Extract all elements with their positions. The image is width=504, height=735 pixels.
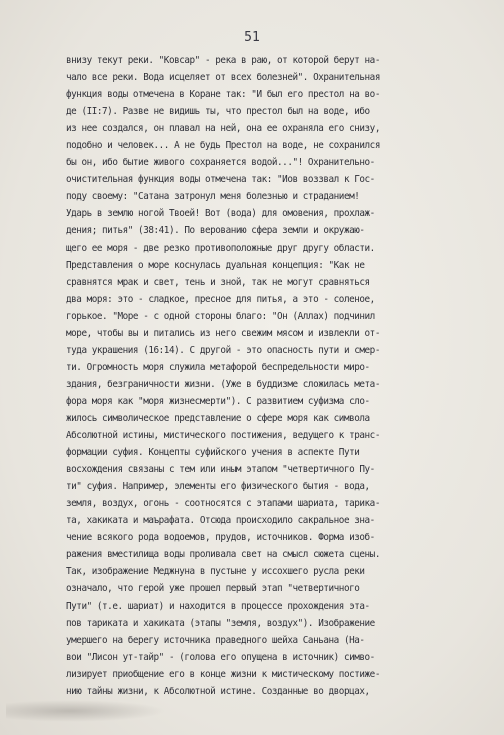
text-line: та, хакиката и маърафата. Отсюда происходило сакральное зна- xyxy=(66,515,375,527)
text-line: горькое. "Море - с одной стороны благо: "Он (Аллах) подчинил xyxy=(66,310,375,322)
text-line: пов тариката и хакиката (этапы "земля, воздух"). Изображение xyxy=(66,617,375,629)
text-line: фора моря как "моря жизнесмерти"). С развитием суфизма сло- xyxy=(66,395,370,407)
text-line: здания, безграничности жизни. (Уже в буддизме сложилась мета- xyxy=(66,378,380,390)
text-line: чало все реки. Вода исцеляет от всех болезней". Охранительная xyxy=(66,72,380,84)
text-line: два моря: это - сладкое, пресное для питья, а это - соленое, xyxy=(66,293,375,305)
text-line: лизирует приобщение его в конце жизни к мистическому постиже- xyxy=(66,668,380,680)
page-number: 51 xyxy=(244,30,260,45)
text-line: Пути" (т.е. шариат) и находится в процессе прохождения эта- xyxy=(66,600,370,612)
text-line: внизу текут реки. "Ковсар" - река в раю, от которой берут на- xyxy=(66,55,380,66)
text-line: туда украшения (16:14). С другой - это опасность пути и смер- xyxy=(66,344,380,356)
text-line: Представления о море коснулась дуальная концепция: "Как не xyxy=(66,259,365,271)
text-line: щего ее моря - две резко противоположные друг другу области. xyxy=(66,242,375,254)
text-line: жилось символическое представление о сфере моря как символа xyxy=(66,412,370,424)
text-line: чение всякого рода водоемов, прудов, источников. Форма изоб- xyxy=(66,532,375,544)
text-line: из нее создался, он плавал на ней, она ее охраняла его снизу, xyxy=(66,123,380,135)
text-line: Так, изображение Меджнуна в пустыне у иссохшего русла реки xyxy=(66,566,365,578)
text-line: де (II:7). Разве не видишь ты, что престол был на воде, ибо xyxy=(66,106,370,118)
text-line: море, чтобы вы и питались из него свежим мясом и извлекли от- xyxy=(66,327,380,339)
text-line: поду своему: "Сатана затронул меня болезнью и страданием! xyxy=(66,191,360,203)
body-text xyxy=(66,52,496,700)
text-line: функция воды отмечена в Коране так: "И был его престол на во- xyxy=(66,89,380,101)
text-line: подобно и человек... А не будь Престол на воде, не сохранился xyxy=(66,140,380,152)
text-line: земля, воздух, огонь - соотносятся с этапами шариата, тарика- xyxy=(66,498,380,510)
text-line: нию тайны жизни, к Абсолютной истине. Созданные во дворцах, xyxy=(66,685,370,697)
text-line: сравнятся мрак и свет, тень и зной, так не могут сравняться xyxy=(66,276,370,288)
text-line: восхождения связаны с тем или иным этапом "четвертичного Пу- xyxy=(66,464,375,476)
text-line: ти" суфия. Например, элементы его физического бытия - вода, xyxy=(66,481,370,493)
text-line: умершего на берегу источника праведного шейха Саньана (На- xyxy=(66,634,365,646)
text-line: дения; питья" (38:41). По верованию сфера земли и окружаю- xyxy=(66,225,365,237)
scan-smudge xyxy=(6,700,166,722)
text-line: означало, что герой уже прошел первый этап "четвертичного xyxy=(66,583,360,595)
text-line: формации суфия. Концепты суфийского учения в аспекте Пути xyxy=(66,447,360,459)
text-line: ражения вместилища воды проливала свет на смысл сюжета сцены. xyxy=(66,549,380,561)
text-line: Абсолютной истины, мистического постижения, ведущего к транс- xyxy=(66,430,380,442)
text-line: Ударь в землю ногой Твоей! Вот (вода) для омовения, прохлаж- xyxy=(66,208,375,220)
text-line: бы он, ибо бытие живого сохраняется водой..."! Охранительно- xyxy=(66,157,375,169)
text-line: вои "Лисон ут-тайр" - (голова его опущена в источник) симво- xyxy=(66,651,375,663)
text-line: очистительная функция воды отмечена так: "Иов воззвал к Гос- xyxy=(66,174,375,186)
text-line: ти. Огромность моря служила метафорой беспредельности миро- xyxy=(66,361,370,373)
